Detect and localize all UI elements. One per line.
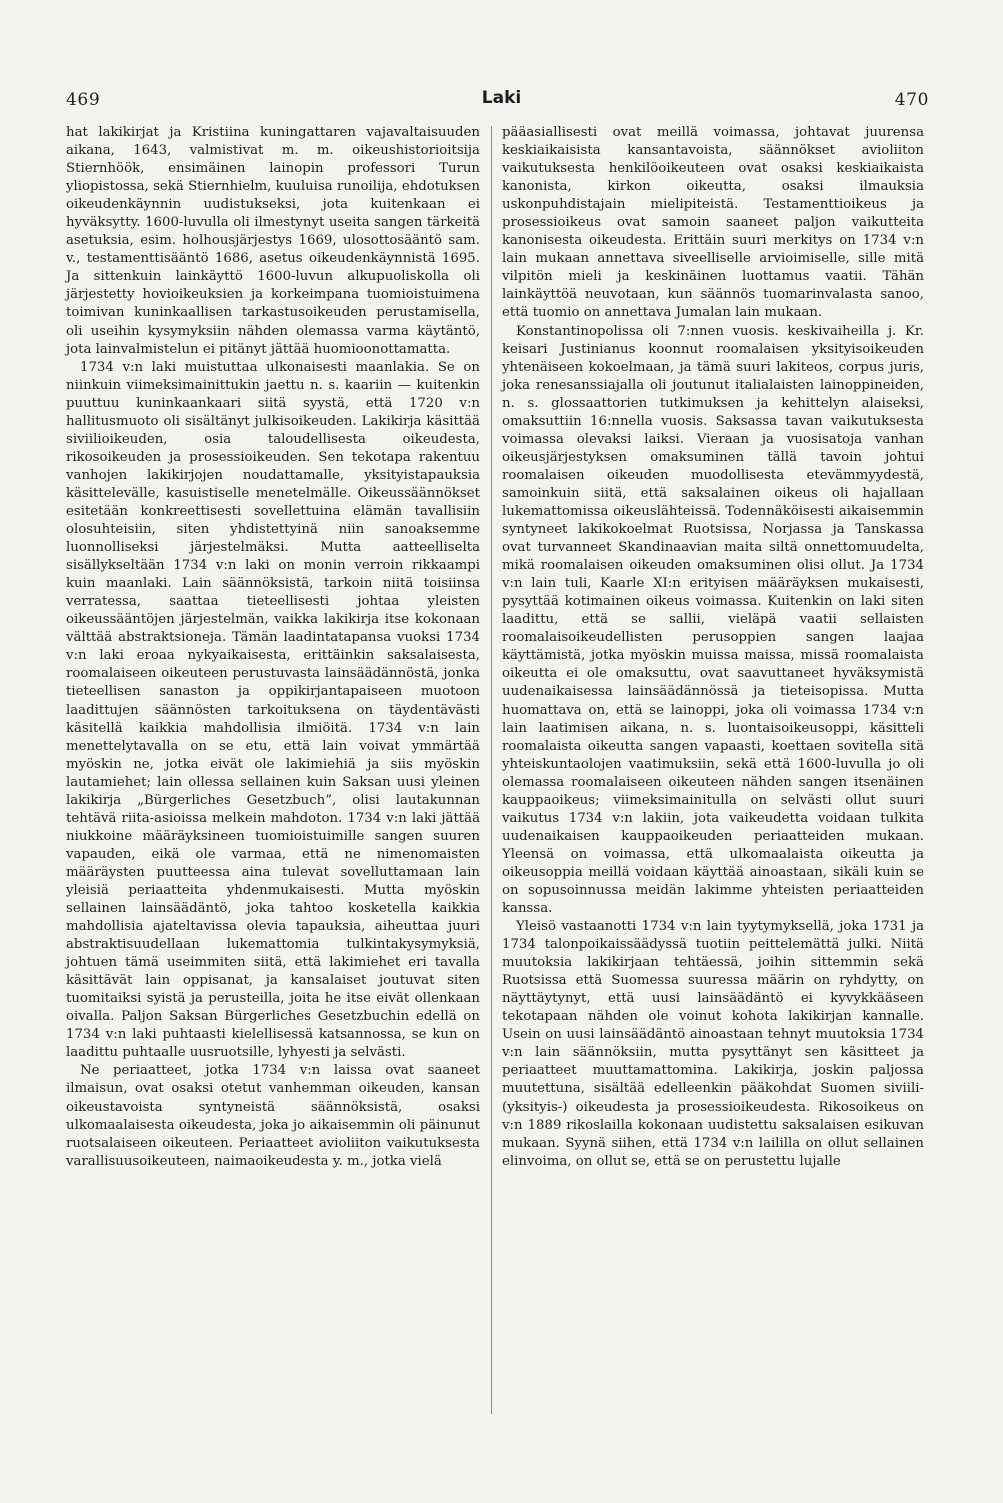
page-number-right: 470 <box>894 90 929 110</box>
paragraph: Yleisö vastaanotti 1734 v:n lain tyytymyksellä, joka 1731 ja 1734 talonpoikaissäädyssä tuotiin peittelemättä julki. Niitä muutoksia lakikirjaan tehtäessä, joihin sittemmin sekä Ruotsissa että Suomessa suuressa määrin on ryhdytty, on näyttäytynyt, että uusi lainsäädäntö ei kyvykkääseen tekotapaan nähden ole voinut kohota lakikirjan kannalle. Usein on uusi lainsäädäntö ainoastaan tehnyt muutoksia 1734 v:n lain säännöksiin, mutta pysyttänyt sen käsitteet ja periaatteet muuttamattomina. Lakikirja, joskin paljossa muutettuna, sisältää edelleenkin pääkohdat Suomen siviili-(yksityis-) oikeudesta ja prosessioikeudesta. Rikosoikeus on v:n 1889 rikoslailla kokonaan uudistettu saksalaisen esikuvan mukaan. Syynä siihen, että 1734 v:n laililla on ollut sellainen elinvoima, on ollut se, että se on perustettu lujalle <box>502 919 924 1169</box>
paragraph: 1734 v:n laki muistuttaa ulkonaisesti maanlakia. Se on niinkuin viimeksimainittukin jaettu n. s. kaariin — kuitenkin puuttuu kuninkaankaari siitä syystä, että 1720 v:n hallitusmuoto oli sisältänyt julkisoikeuden. Lakikirja käsittää siviilioikeuden, osia taloudellisesta oikeudesta, rikosoikeuden ja prosessioikeuden. Sen tekotapa rakentuu vanhojen lakikirjojen noudattamalle, yksityistapauksia käsittelevälle, kasuistiselle menetelmälle. Oikeussäännökset esitetään konkreettisesti sovellettuina elämän tavallisiin olosuhteisiin, siten yhdistettyinä niin sanoaksemme luonnolliseksi järjestelmäksi. Mutta aatteelliselta sisällykseltään 1734 v:n laki on monin verroin rikkaampi kuin maanlaki. Lain säännöksistä, tarkoin niitä toisiinsa verratessa, saattaa tieteellisesti johtaa yleisten oikeussääntöjen järjestelmän, vaikka lakikirja itse kokonaan välttää abstraktsioneja. Tämän laadintatapansa vuoksi 1734 v:n laki eroaa nykyaikaisesta, erittäinkin saksalaisesta, roomalaiseen oikeuteen perustuvasta lainsäädännöstä, jonka tieteellisen sanaston ja oppikirjantapaiseen muotoon laadittujen säännösten tarkoituksena on täydentävästi käsitellä kaikkia mahdollisia ilmiöitä. 1734 v:n lain menettelytavalla on se etu, että lain voivat ymmärtää myöskin ne, jotka eivät ole lakimiehiä ja siis myöskin lautamiehet; lain ollessa sellainen kuin Saksan uusi yleinen lakikirja „Bürgerliches Gesetzbuch”, olisi lautakunnan tehtävä riita-asioissa melkein mahdoton. 1734 v:n laki jättää niukkoine määräyksineen tuomioistuimille sangen suuren vapauden, eikä ole varmaa, että ne nimenomaisten määräysten puutteessa aina tulevat sovelluttamaan lain yleisiä periaatteita yhdenmukaisesti. Mutta myöskin sellainen lainsäädäntö, joka tahtoo kosketella kaikkia mahdollisia ajateltavissa olevia tapauksia, aiheuttaa juuri abstraktisuudellaan lukemattomia tulkintakysymyksiä, johtuen tämä useimmiten siitä, että lakimiehet eri tavalla käsittävät lain oppisanat, ja kansalaiset joutuvat siten tuomitaiksi syistä ja perusteilla, joita he itse eivät ollenkaan oivalla. Paljon Saksan Bürgerliches Gesetzbuchin edellä on 1734 v:n laki puhtaasti kielellisessä katsannossa, se kun on laadittu puhtaalle uusruotsille, lyhyesti ja selvästi. <box>66 359 480 1061</box>
right-column <box>502 124 924 1171</box>
page-number-left: 469 <box>66 90 101 110</box>
page-header <box>0 86 1003 116</box>
page-title: Laki <box>481 88 522 108</box>
paragraph: Ne periaatteet, jotka 1734 v:n laissa ovat saaneet ilmaisun, ovat osaksi otetut vanhemman oikeuden, kansan oikeustavoista syntyneistä säännöksistä, osaksi ulkomaalaisesta oikeudesta, joka jo aikaisemmin oli päinunut ruotsalaiseen oikeuteen. Periaatteet avioliiton vaikutuksesta varallisuusoikeuteen, naimaoikeudesta y. m., jotka vielä <box>66 1063 480 1169</box>
column-divider <box>491 126 492 1414</box>
paragraph: Konstantinopolissa oli 7:nnen vuosis. keskivaiheilla j. Kr. keisari Justinianus koonnut roomalaisen yksityisoikeuden yhtenäiseen kokoelmaan, ja tämä suuri lakiteos, corpus juris, joka renesanssiajalla oli joutunut italialaisten lainoppineiden, n. s. glossaattorien tutkimuksen ja kehittelyn alaiseksi, omaksuttiin 16:nnella vuosis. Saksassa tavan vaikutuksesta voimassa olevaksi laiksi. Vieraan ja vuosisatoja vanhan oikeusjärjestyksen omaksuminen tällä tavoin johtui roomalaisen oikeuden muodollisesta etevämmyydestä, samoinkuin siitä, että saksalainen oikeus oli hajallaan lukemattomissa oikeuslähteissä. Todennäköisesti aikaisemmin syntyneet lakikokoelmat Ruotsissa, Norjassa ja Tanskassa ovat turvanneet Skandinaavian maita siltä onnettomuudelta, mikä roomalaisen oikeuden omaksuminen olisi ollut. Ja 1734 v:n lain tuli, Kaarle XI:n erityisen määräyksen mukaisesti, pysyttää kotimainen oikeus voimassa. Kuitenkin on laki siten laadittu, että se sallii, vieläpä vaatii sellaisten roomalaisoikeudellisten perusoppien sangen laajaa käyttämistä, jotka myöskin muissa maissa, missä roomalaista oikeutta ei ole omaksuttu, ovat saavuttaneet hyväksymistä uudenaikaisessa lainsäädännössä ja tieteisopissa. Mutta huomattava on, että se lainoppi, joka oli voimassa 1734 v:n lain laatimisen aikana, n. s. luontaisoikeusoppi, käsitteli roomalaista oikeutta sangen vapaasti, koettaen sovitella sitä yhteiskuntaolojen vaatimuksiin, sekä että 1600-luvulla jo oli olemassa roomalaiseen oikeuteen nähden sangen itsenäinen kauppaoikeus; viimeksimainitulla on selvästi ollut suuri vaikutus 1734 v:n lakiin, jota vaikeudetta voidaan tulkita uudenaikaisen kauppaoikeuden periaatteiden mukaan. Yleensä on voimassa, että ulkomaalaista oikeutta ja oikeusoppia meillä voidaan käyttää ainoastaan, sikäli kuin se on sopusoinnussa meidän lakimme yhteisten periaatteiden kanssa. <box>502 323 924 917</box>
paragraph: pääasiallisesti ovat meillä voimassa, johtavat juurensa keskiaikaisista kansantavoista, säännökset avioliiton vaikutuksesta henkilöoikeuteen ovat osaksi keskiaikaista kanonista, kirkon oikeutta, osaksi ilmauksia uskonpuhdistajain mielipiteistä. Testamenttioikeus ja prosessioikeus ovat samoin saaneet paljon vaikutteita kanonisesta oikeudesta. Erittäin suuri merkitys on 1734 v:n lain mukaan annettava siveelliselle arvioimiselle, sille mitä vilpitön mieli ja keskinäinen luottamus vaatii. Tähän lainkäyttöä neuvotaan, kun säännös tuomarinvalasta sanoo, että tuomio on annettava Jumalan lain mukaan. <box>502 125 924 321</box>
left-column <box>66 124 480 1171</box>
paragraph: hat lakikirjat ja Kristiina kuningattaren vajavaltaisuuden aikana, 1643, valmistivat m. m. oikeushistorioitsija Stiernhöök, ensimäinen lainopin professori Turun yliopistossa, sekä Stiernhielm, kuuluisa runoilija, ehdotuksen oikeudenkäynnin uudistukseksi, jota kuitenkaan ei hyväksytty. 1600-luvulla oli ilmestynyt useita sangen tärkeitä asetuksia, esim. holhousjärjestys 1669, ulosottosääntö sam. v., testamenttisääntö 1686, asetus oikeudenkäynnistä 1695. Ja sittenkuin lainkäyttö 1600-luvun alkupuoliskolla oli järjestetty hovioikeuksien ja korkeimpana tuomioistuimena toimivan kuninkaallisen tarkastusoikeuden perustamisella, oli useihin kysymyksiin nähden olemassa varma käytäntö, jota lainvalmistelun ei pitänyt jättää huomioonottamatta. <box>66 125 480 357</box>
